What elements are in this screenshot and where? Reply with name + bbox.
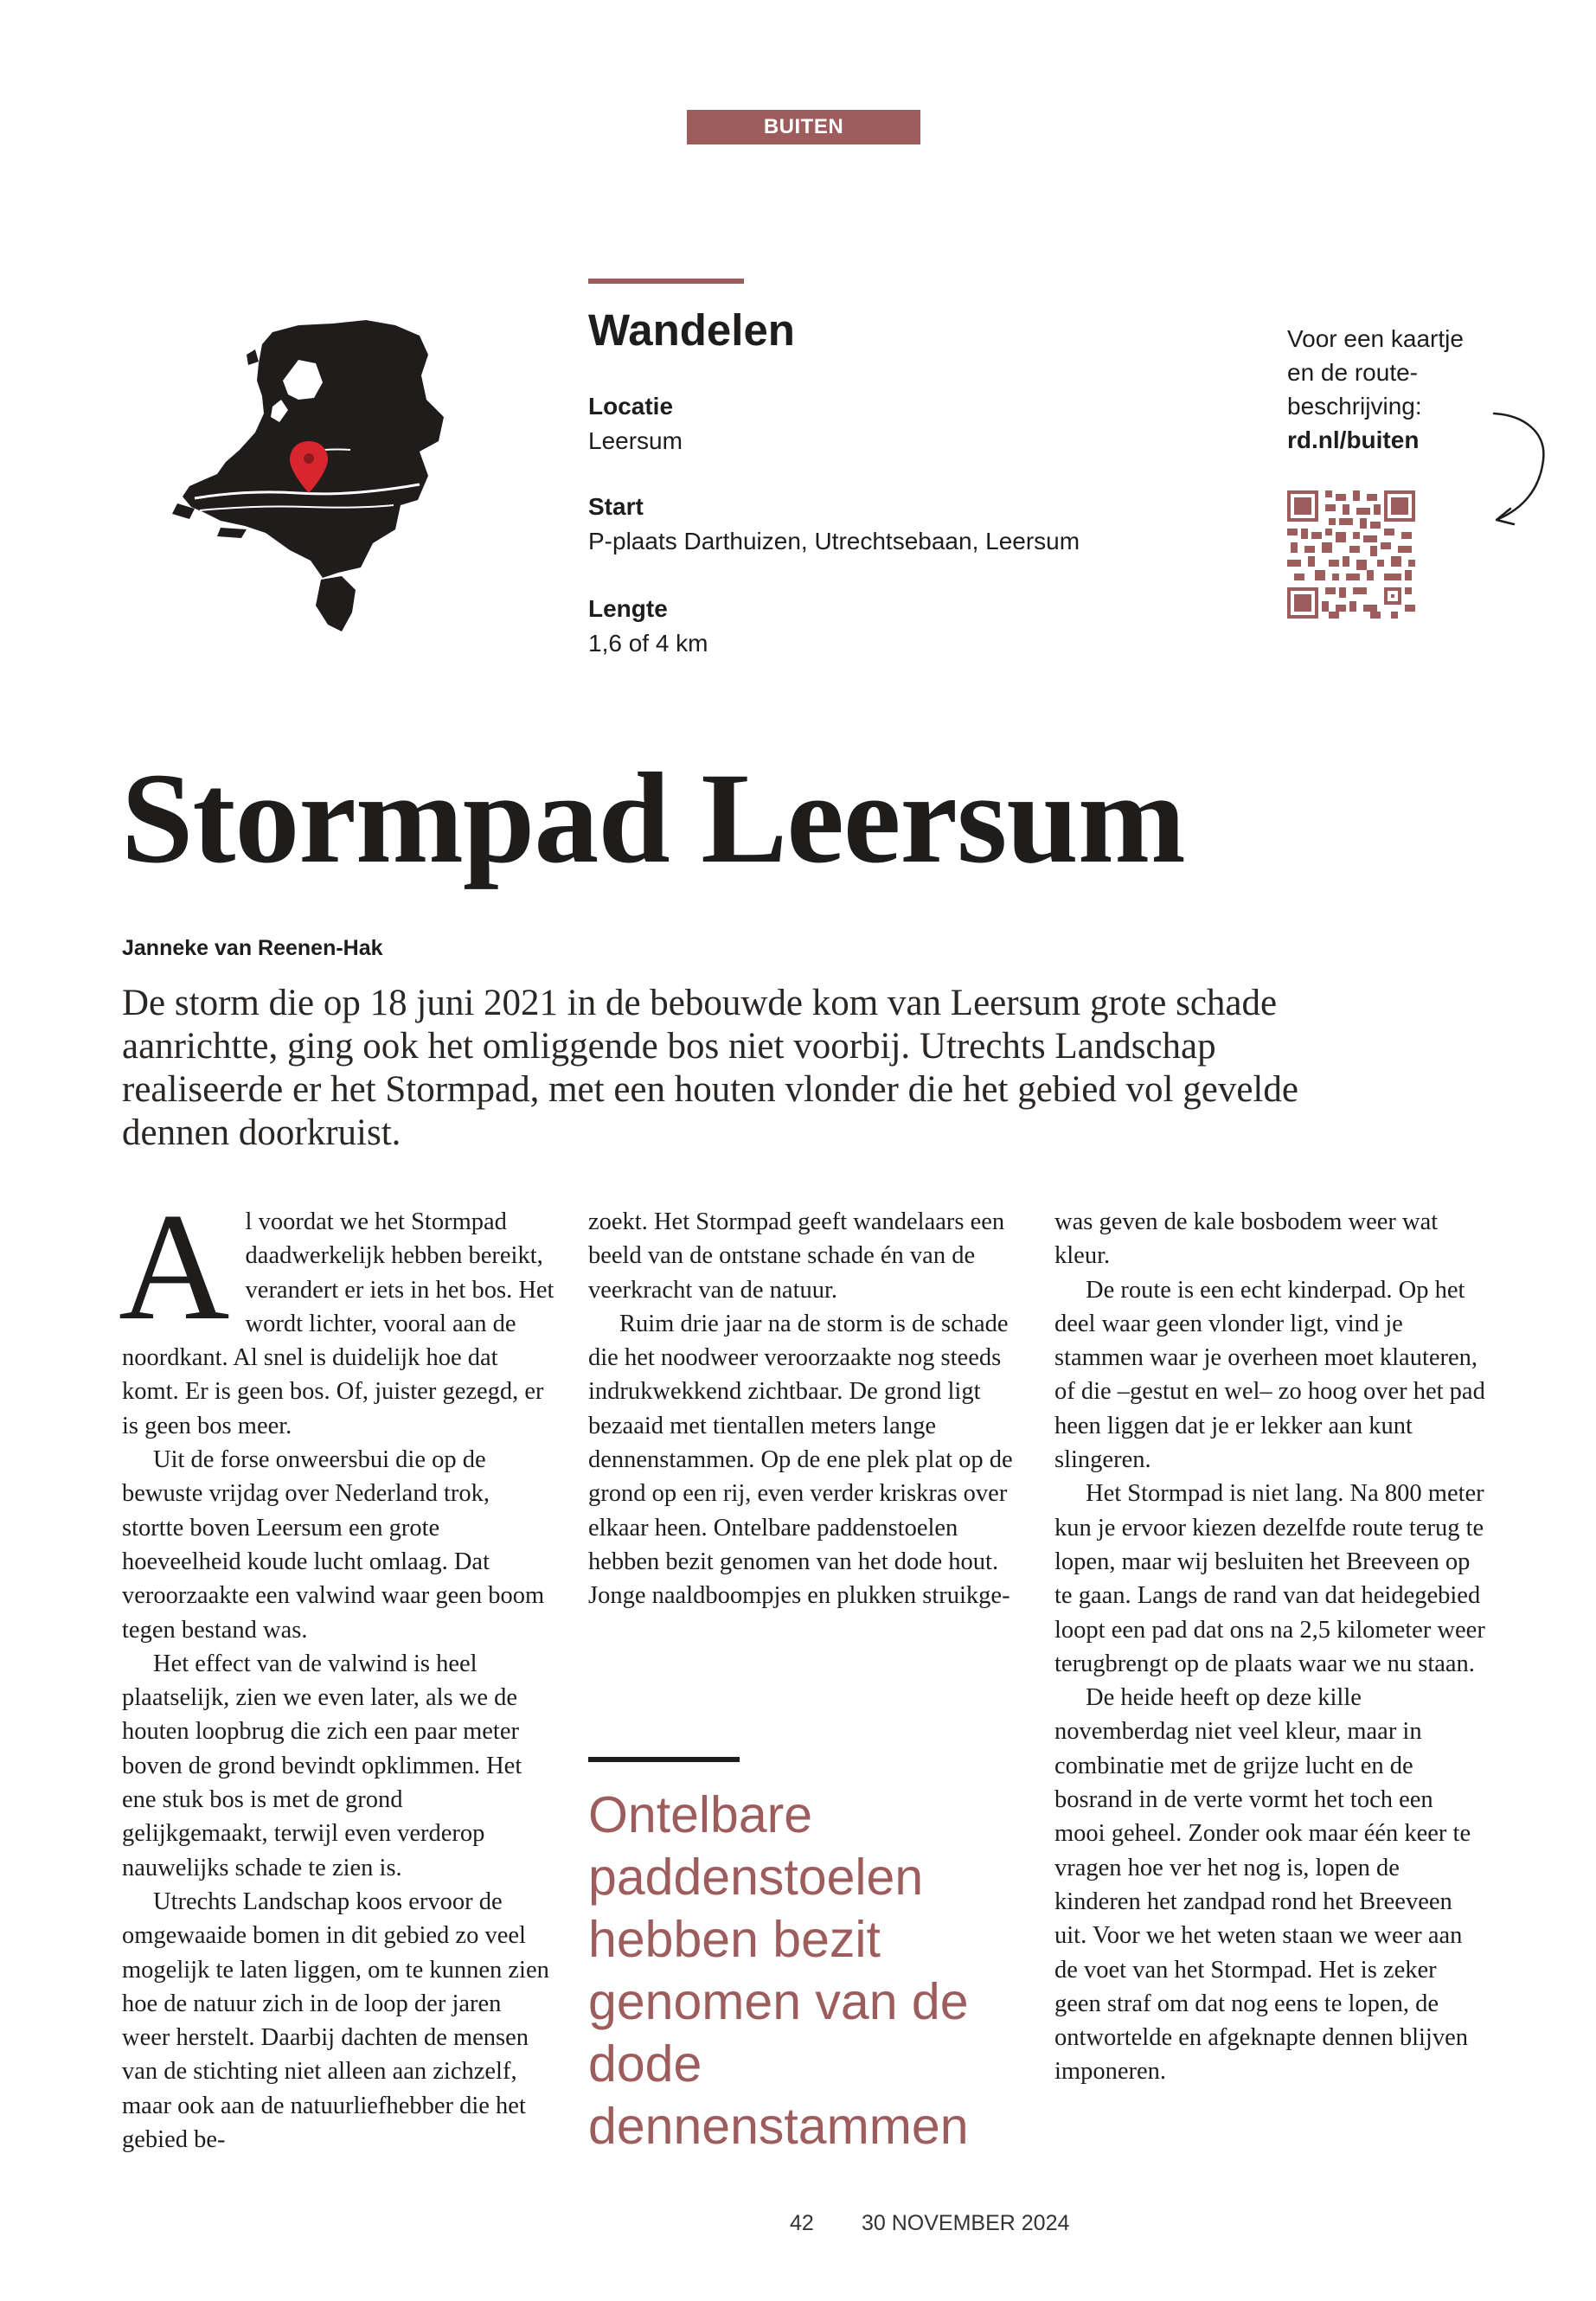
qr-url-link[interactable]: rd.nl/buiten <box>1287 426 1420 453</box>
body-column-1 <box>119 1181 554 2157</box>
info-lengte <box>588 592 708 661</box>
issue-date: 30 NOVEMBER 2024 <box>862 2211 1070 2235</box>
locatie-value: Leersum <box>588 427 683 454</box>
info-locatie <box>588 389 683 458</box>
start-label: Start <box>588 493 644 520</box>
lengte-value: 1,6 of 4 km <box>588 630 708 657</box>
paragraph-1-text: l voordat we het Stormpad daadwerkelijk hebben bereikt, verandert er iets in het bos. Het wordt lichter, vooral aan de noordkant. Al snel is duidelijk hoe dat komt. Er is geen bos. Of, juister gezegd, er is geen bos meer. <box>122 1208 554 1439</box>
lead-paragraph: De storm die op 18 juni 2021 in de bebouwde kom van Leersum grote schade aanrichtte, ging ook het omliggende bos niet voorbij. Utrechts Landschap realiseerde er het Stormpad, met een houten vlonder die het gebied vol gevelde dennen doorkruist. <box>122 983 1298 1153</box>
start-value: P-plaats Darthuizen, Utrechtsebaan, Leersum <box>588 528 1080 554</box>
pullquote: Ontelbare paddenstoelen hebben bezit genomen van de dode dennenstammen <box>588 1786 969 2155</box>
paragraph-4: Utrechts Landschap koos ervoor de omgewaaide bomen in dit gebied zo veel mogelijk te laten liggen, om te kunnen zien hoe de natuur zich in de loop der jaren weer herstelt. Daarbij dachten de mensen van de stichting niet alleen aan zichzelf, maar ook aan de natuurliefhebber die het gebied be- <box>122 1888 549 2154</box>
page-number: 42 <box>790 2211 814 2235</box>
pullquote-rule <box>588 1757 740 1762</box>
qr-caption-line2: en de route- <box>1287 359 1418 386</box>
paragraph-2: Uit de forse onweersbui die op de bewuste vrijdag over Nederland trok, stortte boven Leersum een grote hoeveelheid koude lucht omlaag. Dat veroorzaakte een valwind waar geen boom tegen bestand was. <box>122 1446 545 1644</box>
paragraph-1 <box>119 1181 554 1443</box>
paragraph-8: De route is een echt kinderpad. Op het deel waar geen vlonder ligt, vind je stammen waar je overheen moet klauteren, of die –gestut en wel– zo hoog over het pad heen liggen dat je er lekker aan kunt slingeren. <box>1054 1276 1485 1474</box>
netherlands-map-icon <box>169 320 445 640</box>
curved-arrow-icon <box>1490 407 1559 536</box>
article-headline: Stormpad Leersum <box>121 747 1185 890</box>
paragraph-9: Het Stormpad is niet lang. Na 800 meter kun je ervoor kiezen dezelfde route terug te lopen, maar wij besluiten het Breeveen op te gaan. Langs de rand van dat heidegebied loopt een pad dat ons na 2,5 kilometer weer terugbrengt op de plaats waar we nu staan. <box>1054 1480 1485 1677</box>
paragraph-6: Ruim drie jaar na de storm is de schade die het noodweer veroorzaakte nog steeds indrukwekkend zichtbaar. De grond ligt bezaaid met tientallen meters lange dennenstammen. Op de ene plek plat op de grond op een rij, even verder kriskras over elkaar heen. Ontelbare paddenstoelen hebben bezit genomen van het dode hout. Jonge naaldboompjes en plukken struikge- <box>588 1310 1013 1610</box>
section-tag: BUITEN <box>687 110 920 144</box>
byline: Janneke van Reenen-Hak <box>122 936 383 960</box>
body-column-3 <box>1054 1205 1487 2089</box>
paragraph-10: De heide heeft op deze kille novemberdag niet veel kleur, maar in combinatie met de grijze lucht en de bosrand in de verte vormt het toch een mooi geheel. Zonder ook maar één keer te vragen hoe ver het nog is, lopen de kinderen het zandpad rond het Breeveen uit. Voor we het weten staan we weer aan de voet van het Stormpad. Het is zeker geen straf om dat nog eens te lopen, de ontwortelde en afgeknapte dennen blijven imponeren. <box>1054 1684 1471 2086</box>
qr-caption-line1: Voor een kaartje <box>1287 325 1464 352</box>
locatie-label: Locatie <box>588 393 674 420</box>
qr-caption <box>1287 322 1495 457</box>
paragraph-7: was geven de kale bosbodem weer wat kleur. <box>1054 1208 1439 1270</box>
info-accent-rule <box>588 279 744 284</box>
lengte-label: Lengte <box>588 595 668 622</box>
body-column-2 <box>588 1205 1021 1613</box>
info-title: Wandelen <box>588 305 795 355</box>
dropcap: A <box>119 1181 230 1352</box>
paragraph-5: zoekt. Het Stormpad geeft wandelaars een beeld van de ontstane schade én van de veerkracht van de natuur. <box>588 1208 1005 1304</box>
qr-code-icon[interactable] <box>1287 490 1415 619</box>
paragraph-3: Het effect van de valwind is heel plaatselijk, zien we even later, als we de houten loopbrug die zich een paar meter boven de grond bevindt opklimmen. Het ene stuk bos is met de grond gelijkgemaakt, terwijl even verderop nauwelijks schade te zien is. <box>122 1650 522 1881</box>
info-start <box>588 490 1080 559</box>
qr-caption-line3: beschrijving: <box>1287 393 1422 420</box>
